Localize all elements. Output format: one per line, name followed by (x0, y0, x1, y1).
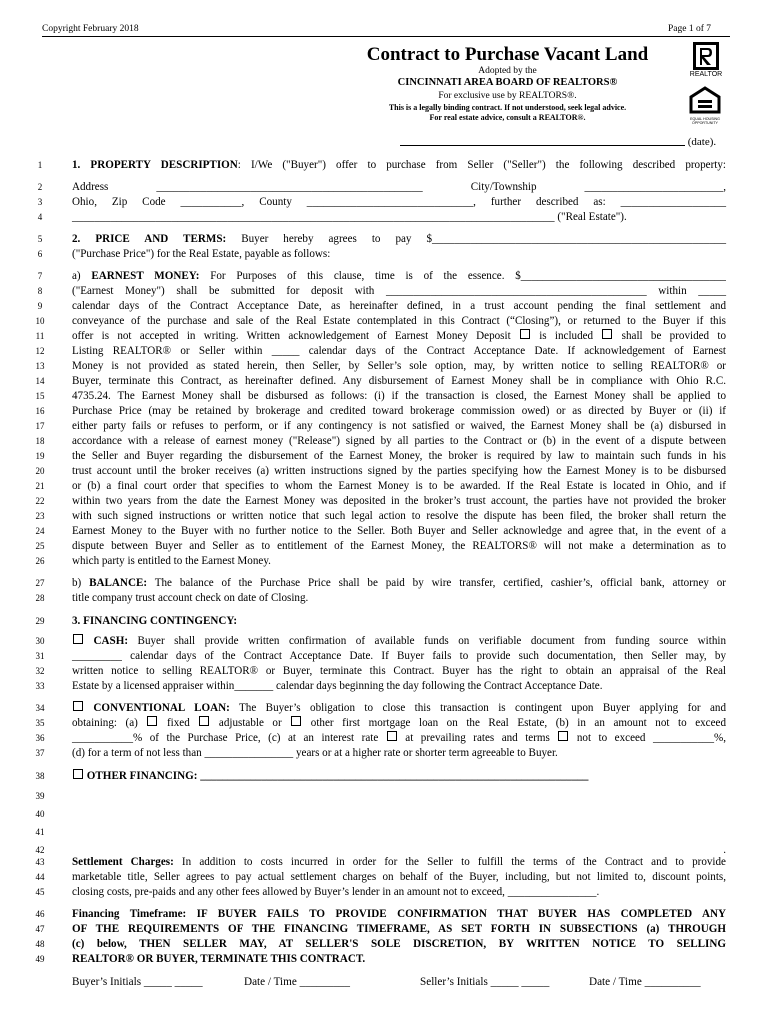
line-number: 25 (35, 541, 45, 551)
contract-line: Earnest Money to the Buyer with no further notice to the Seller. Both Buyer and Seller acknowledge and agree that, in the event of a (72, 525, 726, 537)
contract-line: Address ________________________________________________ City/Township _________________________, (72, 181, 726, 193)
line-number: 41 (35, 827, 45, 837)
line-number: 26 (35, 556, 45, 566)
exclusive-use: For exclusive use by REALTORS®. (438, 91, 577, 101)
contract-line: . (723, 844, 726, 856)
line-number: 6 (37, 249, 43, 259)
checkbox-icon[interactable] (291, 716, 301, 726)
seller-date-field[interactable]: Date / Time __________ (589, 976, 701, 988)
contract-line: conveyance of the purchase and sale of the Real Estate contemplated in this Contract (“Closing”), or returned to the Buyer if this (72, 315, 726, 327)
contract-line: Settlement Charges: In addition to costs incurred in order for the Seller to fulfill the terms of the Contract and to provide (72, 856, 726, 868)
contract-line: either party fails or refuses to perform, or if any contingency is not satisfied or waived, the Earnest Money shall be (a) disbursed in (72, 420, 726, 432)
line-number: 21 (35, 481, 45, 491)
contract-line: (d) for a term of not less than ________________ years or at a higher rate or shorter term agreeable to Buyer. (72, 747, 558, 759)
line-number: 49 (35, 954, 45, 964)
contract-line: 3. FINANCING CONTINGENCY: (72, 615, 238, 627)
checkbox-icon[interactable] (387, 731, 397, 741)
line-number: 39 (35, 791, 45, 801)
line-number: 30 (35, 636, 45, 646)
line-number: 19 (35, 451, 45, 461)
contract-line: OF THE REQUIREMENTS OF THE FINANCING TIMEFRAME, AS SET FORTH IN SUBSECTIONS (a) THROUGH (72, 923, 726, 935)
line-number: 1 (37, 160, 43, 170)
contract-line: OTHER FINANCING: ______________________________________________________________________ (72, 768, 726, 784)
line-number: 34 (35, 703, 45, 713)
line-number: 28 (35, 593, 45, 603)
contract-line: marketable title, Seller agrees to pay actual settlement charges on behalf of the Buyer, including, but not limited to, discount points, (72, 871, 726, 883)
line-number: 27 (35, 578, 45, 588)
document-title: Contract to Purchase Vacant Land (366, 44, 649, 65)
line-number: 24 (35, 526, 45, 536)
line-number: 32 (35, 666, 45, 676)
contract-line: Money is not provided as stated herein, then Seller, by Seller’s sole option, may, by written notice to selling REALTOR® or (72, 360, 726, 372)
checkbox-icon[interactable] (558, 731, 568, 741)
line-number: 36 (35, 733, 45, 743)
checkbox-icon[interactable] (73, 701, 83, 711)
contract-line: trust account until the broker receives (a) written instructions signed by the parties specifying how the Earnest Money is to be disbursed (72, 465, 726, 477)
checkbox-icon[interactable] (73, 769, 83, 779)
line-number: 22 (35, 496, 45, 506)
contract-line: accordance with a release of earnest money ("Release") signed by all parties to the Contract or (b) in the event of a dispute between (72, 435, 726, 447)
checkbox-icon[interactable] (199, 716, 209, 726)
checkbox-icon[interactable] (602, 329, 612, 339)
line-number: 43 (35, 857, 45, 867)
contract-line: CASH: Buyer shall provide written confirmation of available funds on verifiable document from funding source within (72, 633, 726, 649)
contract-line: CONVENTIONAL LOAN: The Buyer’s obligation to close this transaction is contingent upon Buyer applying for and (72, 700, 726, 716)
line-number: 45 (35, 887, 45, 897)
page-number: Page 1 of 7 (668, 24, 712, 34)
line-number: 9 (37, 301, 43, 311)
line-number: 14 (35, 376, 45, 386)
contract-line: written notice to selling REALTOR® or Buyer, terminate this Contract. Buyer has the right to obtain an appraisal of the Real (72, 665, 726, 677)
contract-line: closing costs, pre-paids and any other fees allowed by Buyer’s lender in an amount not to exceed, ________________. (72, 886, 600, 898)
equal-housing-icon (685, 86, 725, 116)
line-number: 31 (35, 651, 45, 661)
contract-line: Ohio, Zip Code ___________, County ______________________________, further described as: ___________________ (72, 196, 726, 208)
adopted-by: Adopted by the (478, 66, 537, 76)
buyer-initials-field[interactable]: Buyer’s Initials _____ _____ (72, 976, 203, 988)
contract-line: Purchase Price (may be retained by brokerage and credited toward brokerage commission owed) or as directed by Buyer or (ii) if (72, 405, 726, 417)
contract-line: _______________________________________________________________________________________ ("Real Estate"). (72, 211, 627, 223)
line-number: 18 (35, 436, 45, 446)
date-label: (date). (685, 136, 717, 148)
line-number: 42 (35, 845, 45, 855)
contract-line: dispute between Buyer and Seller as to entitlement of the Earnest Money, the REALTORS® will not make a determination as to (72, 540, 726, 552)
line-number: 20 (35, 466, 45, 476)
line-number: 40 (35, 809, 45, 819)
contract-line: 2. PRICE AND TERMS: Buyer hereby agrees to pay $_____________________________________________________ (72, 233, 726, 245)
contract-line: (c) below, THEN SELLER MAY, AT SELLER'S SOLE DISCRETION, BY WRITTEN NOTICE TO SELLING (72, 938, 726, 950)
line-number: 48 (35, 939, 45, 949)
contract-line: ___________% of the Purchase Price, (c) at an interest rate at prevailing rates and terms not to exceed ___________%, (72, 732, 727, 744)
line-number: 44 (35, 872, 45, 882)
line-number: 2 (37, 182, 43, 192)
line-number: 38 (35, 771, 45, 781)
contract-line: Estate by a licensed appraiser within_______ calendar days beginning the day following the Contract Acceptance Date. (72, 680, 603, 692)
seller-initials-field[interactable]: Seller’s Initials _____ _____ (420, 976, 550, 988)
contract-line: which party is entitled to the Earnest Money. (72, 555, 271, 567)
contract-line: with such signed instructions or written notice that such legal action to resolve the dispute has been filed, the broker shall return the (72, 510, 726, 522)
contract-line: the Seller and Buyer regarding the disbursement of the Earnest Money, the broker is required by law to maintain such funds in his (72, 450, 726, 462)
line-number: 17 (35, 421, 45, 431)
contract-line: calendar days of the Contract Acceptance Date, as hereinafter defined, in a trust account pending the final settlement and (72, 300, 726, 312)
contract-line: Financing Timeframe: IF BUYER FAILS TO PROVIDE CONFIRMATION THAT BUYER HAS COMPLETED ANY (72, 908, 726, 920)
contract-line: ("Earnest Money") shall be submitted for deposit with _______________________________________________ within _____ (72, 285, 726, 297)
line-number: 7 (37, 271, 43, 281)
contract-line: _________ calendar days of the Contract Acceptance Date. If Buyer fails to provide such documentation, then Seller may, by (72, 650, 726, 662)
buyer-date-field[interactable]: Date / Time _________ (244, 976, 350, 988)
header-rule (42, 36, 730, 37)
contract-line: title company trust account check on date of Closing. (72, 592, 309, 604)
advice-notice: For real estate advice, consult a REALTOR®. (429, 113, 586, 122)
line-number: 5 (37, 234, 43, 244)
realtor-logo (688, 41, 724, 88)
equal-housing-logo (685, 86, 725, 125)
line-number: 46 (35, 909, 45, 919)
line-number: 33 (35, 681, 45, 691)
line-number: 29 (35, 616, 45, 626)
copyright-text: Copyright February 2018 (42, 24, 139, 34)
contract-line: ("Purchase Price") for the Real Estate, payable as follows: (72, 248, 331, 260)
line-number: 35 (35, 718, 45, 728)
equal-housing-text: EQUAL HOUSING OPPORTUNITY (690, 117, 720, 125)
board-name: CINCINNATI AREA BOARD OF REALTORS® (397, 77, 618, 88)
line-number: 23 (35, 511, 45, 521)
line-number: 12 (35, 346, 45, 356)
contract-line: 1. PROPERTY DESCRIPTION: I/We ("Buyer") offer to purchase from Seller ("Seller") the following described property: (72, 159, 726, 171)
line-number: 37 (35, 748, 45, 758)
line-number: 8 (37, 286, 43, 296)
line-number: 10 (35, 316, 45, 326)
line-number: 15 (35, 391, 45, 401)
line-number: 16 (35, 406, 45, 416)
contract-line: 4735.24. The Earnest Money shall be disbursed as follows: (i) if the transaction is closed, the Earnest Money shall be applied to (72, 390, 726, 402)
contract-line: b) BALANCE: The balance of the Purchase Price shall be paid by wire transfer, certified, cashier’s, official bank, attorney or (72, 577, 727, 589)
line-number: 13 (35, 361, 45, 371)
line-number: 11 (35, 331, 45, 341)
contract-line: within two years from the date the Earnest Money was deposited in the broker’s trust account, the parties have not provided the broker (72, 495, 726, 507)
realtor-logo-text: REALTOR (689, 71, 723, 78)
checkbox-icon[interactable] (520, 329, 530, 339)
checkbox-icon[interactable] (147, 716, 157, 726)
line-number: 4 (37, 212, 43, 222)
line-number: 47 (35, 924, 45, 934)
binding-notice: This is a legally binding contract. If not understood, seek legal advice. (388, 103, 627, 112)
line-number: 3 (37, 197, 43, 207)
checkbox-icon[interactable] (73, 634, 83, 644)
contract-line: or (b) a final court order that specifies to whom the Earnest Money is to be awarded. If the Real Estate is located in Ohio, and if (72, 480, 726, 492)
contract-line: Listing REALTOR® or Seller within _____ calendar days of the Contract Acceptance Date. If acknowledgement of Earnest (72, 345, 726, 357)
contract-line: a) EARNEST MONEY: For Purposes of this clause, time is of the essence. $_____________________________________ (72, 270, 726, 282)
contract-line: offer is not accepted in writing. Written acknowledgement of Earnest Money Deposit is included shall be provided to (72, 330, 727, 342)
contract-line: Buyer, terminate this Contract, as hereinafter defined. Any disbursement of Earnest Money shall be in compliance with Ohio R.C. (72, 375, 726, 387)
contract-line: obtaining: (a) fixed adjustable or other first mortgage loan on the Real Estate, (b) in an amount not to exceed (72, 717, 726, 729)
date-field[interactable] (400, 134, 722, 148)
contract-line: REALTOR® OR BUYER, TERMINATE THIS CONTRACT. (72, 953, 366, 965)
